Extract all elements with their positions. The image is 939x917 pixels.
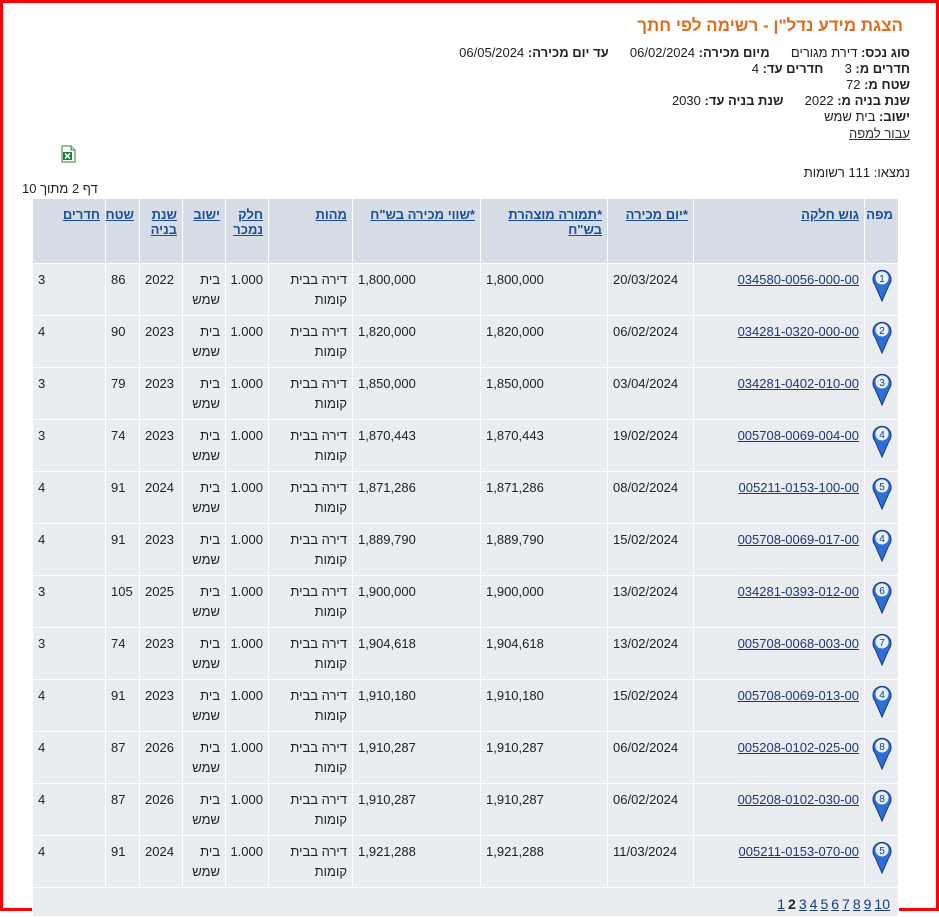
- city-cell: בית שמש: [183, 472, 226, 524]
- results-count: נמצאו: 111 רשומות: [803, 165, 910, 180]
- gush-cell: [694, 784, 865, 836]
- header-map: מפה: [865, 199, 899, 264]
- part-cell: 1.000: [226, 836, 269, 888]
- gush-cell: [694, 264, 865, 316]
- rooms-cell: 4: [33, 784, 106, 836]
- map-pin-icon[interactable]: [872, 840, 892, 874]
- gush-cell: [694, 732, 865, 784]
- map-pin-icon[interactable]: [872, 788, 892, 822]
- declared-cell: 1,850,000: [481, 368, 608, 420]
- pin-number: 8: [878, 794, 885, 805]
- declared-cell: 1,910,287: [481, 784, 608, 836]
- value-cell: 1,889,790: [353, 524, 481, 576]
- sort-part-link[interactable]: חלק נמכר: [233, 207, 263, 237]
- nature-cell: דירה בבית קומות: [269, 368, 353, 420]
- nature-cell: דירה בבית קומות: [269, 264, 353, 316]
- declared-cell: 1,800,000: [481, 264, 608, 316]
- declared-cell: 1,870,443: [481, 420, 608, 472]
- table-row: [33, 316, 899, 368]
- date-cell: 06/02/2024: [608, 784, 694, 836]
- pin-number: 5: [878, 482, 885, 493]
- nature-cell: דירה בבית קומות: [269, 316, 353, 368]
- value-cell: 1,910,287: [353, 732, 481, 784]
- gush-link[interactable]: 005208-0102-025-00: [737, 740, 859, 755]
- map-pin-cell: [865, 368, 899, 420]
- date-cell: 13/02/2024: [608, 576, 694, 628]
- map-pin-cell: [865, 732, 899, 784]
- criteria-label: סוג נכס:: [860, 45, 910, 60]
- criteria-value: 2022: [804, 93, 834, 108]
- map-pin-cell: [865, 420, 899, 472]
- table-row: [33, 628, 899, 680]
- criteria-label: שטח מ:: [864, 77, 910, 92]
- pin-number: 8: [878, 742, 885, 753]
- gush-link[interactable]: 005708-0069-004-00: [737, 428, 859, 443]
- pin-number: 7: [878, 638, 885, 649]
- area-cell: 74: [106, 420, 140, 472]
- nature-cell: דירה בבית קומות: [269, 576, 353, 628]
- map-pin-cell: [865, 836, 899, 888]
- area-cell: 91: [106, 680, 140, 732]
- city-cell: בית שמש: [183, 732, 226, 784]
- declared-cell: 1,904,618: [481, 628, 608, 680]
- part-cell: 1.000: [226, 368, 269, 420]
- area-cell: 79: [106, 368, 140, 420]
- map-pin-icon[interactable]: [872, 684, 892, 718]
- header-year: [140, 199, 183, 264]
- sort-declared-link[interactable]: *תמורה מוצהרת בש"ח: [508, 207, 602, 237]
- rooms-cell: 4: [33, 316, 106, 368]
- criteria-value: 72: [846, 77, 861, 92]
- date-cell: 20/03/2024: [608, 264, 694, 316]
- map-pin-cell: [865, 576, 899, 628]
- nature-cell: דירה בבית קומות: [269, 732, 353, 784]
- page-link[interactable]: 8: [852, 896, 861, 912]
- sort-date-link[interactable]: *יום מכירה: [625, 207, 688, 222]
- area-cell: 91: [106, 836, 140, 888]
- criteria-value: 06/02/2024: [629, 45, 695, 60]
- declared-cell: 1,910,180: [481, 680, 608, 732]
- criteria-row-city: [459, 109, 910, 125]
- gush-link[interactable]: 005211-0153-070-00: [738, 844, 859, 859]
- rooms-cell: 4: [33, 732, 106, 784]
- date-cell: 15/02/2024: [608, 680, 694, 732]
- gush-cell: [694, 420, 865, 472]
- criteria-row-area: [459, 77, 910, 93]
- year-cell: 2023: [140, 368, 183, 420]
- area-cell: 87: [106, 732, 140, 784]
- map-pin-cell: [865, 472, 899, 524]
- gush-link[interactable]: 005708-0068-003-00: [737, 636, 859, 651]
- area-cell: 90: [106, 316, 140, 368]
- pin-number: 5: [878, 846, 885, 857]
- area-cell: 91: [106, 472, 140, 524]
- map-pin-cell: [865, 680, 899, 732]
- gush-cell: [694, 524, 865, 576]
- pin-number: 1: [878, 274, 885, 285]
- map-pin-icon[interactable]: [872, 580, 892, 614]
- date-cell: 19/02/2024: [608, 420, 694, 472]
- header-rooms: [33, 199, 106, 264]
- value-cell: 1,910,287: [353, 784, 481, 836]
- rooms-cell: 3: [33, 420, 106, 472]
- date-cell: 06/02/2024: [608, 732, 694, 784]
- gush-link[interactable]: 005211-0153-100-00: [738, 480, 859, 495]
- sort-rooms-link[interactable]: חדרים: [62, 207, 100, 222]
- criteria-row-year: [459, 93, 910, 109]
- date-cell: 13/02/2024: [608, 628, 694, 680]
- criteria-value: בית שמש: [824, 109, 876, 124]
- table-row: [33, 784, 899, 836]
- year-cell: 2026: [140, 784, 183, 836]
- area-cell: 105: [106, 576, 140, 628]
- city-cell: בית שמש: [183, 784, 226, 836]
- page-link[interactable]: 6: [831, 896, 840, 912]
- part-cell: 1.000: [226, 732, 269, 784]
- date-cell: 06/02/2024: [608, 316, 694, 368]
- part-cell: 1.000: [226, 316, 269, 368]
- value-cell: 1,904,618: [353, 628, 481, 680]
- criteria-label: שנת בניה מ:: [837, 93, 910, 108]
- criteria-label: חדרים מ:: [855, 61, 910, 76]
- table-row: [33, 732, 899, 784]
- criteria-label: מיום מכירה:: [698, 45, 770, 60]
- rooms-cell: 4: [33, 472, 106, 524]
- table-row: [33, 420, 899, 472]
- sort-city-link[interactable]: ישוב: [193, 207, 220, 222]
- criteria-label: שנת בניה עד:: [704, 93, 784, 108]
- map-pin-icon[interactable]: [872, 424, 892, 458]
- part-cell: 1.000: [226, 420, 269, 472]
- rooms-cell: 3: [33, 264, 106, 316]
- sort-area-link[interactable]: שטח: [105, 207, 134, 222]
- page-link[interactable]: 5: [820, 896, 829, 912]
- pin-number: 6: [878, 586, 885, 597]
- pin-number: 3: [878, 378, 885, 389]
- map-pin-icon[interactable]: [872, 320, 892, 354]
- sort-year-link[interactable]: שנת בניה: [150, 207, 177, 237]
- year-cell: 2023: [140, 524, 183, 576]
- map-pin-cell: [865, 784, 899, 836]
- value-cell: 1,820,000: [353, 316, 481, 368]
- year-cell: 2022: [140, 264, 183, 316]
- year-cell: 2023: [140, 628, 183, 680]
- area-cell: 74: [106, 628, 140, 680]
- page-title: הצגת מידע נדל"ן - רשימה לפי חתך: [637, 16, 903, 35]
- header-gush: [694, 199, 865, 264]
- nature-cell: דירה בבית קומות: [269, 628, 353, 680]
- nature-cell: דירה בבית קומות: [269, 836, 353, 888]
- criteria-row-rooms: [459, 61, 910, 77]
- rooms-cell: 3: [33, 576, 106, 628]
- gush-cell: [694, 368, 865, 420]
- table-row: [33, 680, 899, 732]
- declared-cell: 1,900,000: [481, 576, 608, 628]
- year-cell: 2023: [140, 420, 183, 472]
- table-row: [33, 368, 899, 420]
- header-nature: [269, 199, 353, 264]
- rooms-cell: 4: [33, 836, 106, 888]
- city-cell: בית שמש: [183, 420, 226, 472]
- part-cell: 1.000: [226, 576, 269, 628]
- city-cell: בית שמש: [183, 524, 226, 576]
- pagination: [33, 888, 898, 914]
- nature-cell: דירה בבית קומות: [269, 524, 353, 576]
- date-cell: 03/04/2024: [608, 368, 694, 420]
- pin-number: 4: [878, 430, 885, 441]
- part-cell: 1.000: [226, 784, 269, 836]
- header-area: [106, 199, 140, 264]
- nature-cell: דירה בבית קומות: [269, 472, 353, 524]
- sort-value-link[interactable]: *שווי מכירה בש"ח: [370, 207, 475, 222]
- city-cell: בית שמש: [183, 316, 226, 368]
- criteria-value: 2030: [671, 93, 701, 108]
- gush-cell: [694, 316, 865, 368]
- gush-cell: [694, 680, 865, 732]
- page-indicator: דף 2 מתוך 10: [22, 181, 98, 196]
- map-pin-icon[interactable]: [872, 372, 892, 406]
- area-cell: 87: [106, 784, 140, 836]
- part-cell: 1.000: [226, 680, 269, 732]
- map-pin-cell: [865, 524, 899, 576]
- table-header-row: [33, 199, 899, 264]
- gush-cell: [694, 576, 865, 628]
- rooms-cell: 3: [33, 628, 106, 680]
- header-value: [353, 199, 481, 264]
- search-criteria: [459, 45, 910, 125]
- city-cell: בית שמש: [183, 368, 226, 420]
- sort-nature-link[interactable]: מהות: [315, 207, 347, 222]
- declared-cell: 1,910,287: [481, 732, 608, 784]
- pager-cell: [33, 888, 899, 917]
- criteria-label: ישוב:: [879, 109, 910, 124]
- criteria-value: 3: [844, 61, 852, 76]
- map-pin-icon[interactable]: [872, 476, 892, 510]
- pin-number: 2: [878, 326, 885, 337]
- current-page: 2: [788, 896, 796, 912]
- city-cell: בית שמש: [183, 576, 226, 628]
- page-link[interactable]: 4: [809, 896, 818, 912]
- year-cell: 2023: [140, 316, 183, 368]
- year-cell: 2025: [140, 576, 183, 628]
- area-cell: 91: [106, 524, 140, 576]
- value-cell: 1,871,286: [353, 472, 481, 524]
- go-to-map-link[interactable]: עבור למפה: [848, 126, 910, 141]
- table-row: [33, 264, 899, 316]
- gush-link[interactable]: 034281-0402-010-00: [737, 376, 859, 391]
- year-cell: 2024: [140, 836, 183, 888]
- gush-link[interactable]: 034281-0320-000-00: [737, 324, 859, 339]
- map-pin-cell: [865, 264, 899, 316]
- rooms-cell: 4: [33, 524, 106, 576]
- city-cell: בית שמש: [183, 836, 226, 888]
- pin-number: 4: [878, 534, 885, 545]
- nature-cell: דירה בבית קומות: [269, 420, 353, 472]
- nature-cell: דירה בבית קומות: [269, 784, 353, 836]
- gush-link[interactable]: 034281-0393-012-00: [737, 584, 859, 599]
- year-cell: 2023: [140, 680, 183, 732]
- criteria-value: 06/05/2024: [459, 45, 525, 60]
- rooms-cell: 4: [33, 680, 106, 732]
- map-pin-icon[interactable]: [872, 268, 892, 302]
- table-row: [33, 472, 899, 524]
- city-cell: בית שמש: [183, 680, 226, 732]
- table-row: [33, 576, 899, 628]
- criteria-value: 4: [751, 61, 759, 76]
- declared-cell: 1,871,286: [481, 472, 608, 524]
- header-declared: [481, 199, 608, 264]
- page-link[interactable]: 3: [798, 896, 807, 912]
- header-part: [226, 199, 269, 264]
- page-link[interactable]: 9: [863, 896, 872, 912]
- area-cell: 86: [106, 264, 140, 316]
- table-row: [33, 524, 899, 576]
- table-row: [33, 836, 899, 888]
- value-cell: 1,870,443: [353, 420, 481, 472]
- value-cell: 1,850,000: [353, 368, 481, 420]
- year-cell: 2026: [140, 732, 183, 784]
- part-cell: 1.000: [226, 524, 269, 576]
- gush-cell: [694, 472, 865, 524]
- gush-link[interactable]: 005708-0069-017-00: [737, 532, 859, 547]
- criteria-label: חדרים עד:: [762, 61, 824, 76]
- criteria-value: דירת מגורים: [790, 45, 858, 60]
- city-cell: בית שמש: [183, 628, 226, 680]
- results-table: [32, 198, 899, 917]
- date-cell: 08/02/2024: [608, 472, 694, 524]
- part-cell: 1.000: [226, 264, 269, 316]
- map-pin-cell: [865, 316, 899, 368]
- header-city: [183, 199, 226, 264]
- part-cell: 1.000: [226, 472, 269, 524]
- criteria-label: עד יום מכירה:: [527, 45, 609, 60]
- pin-number: 4: [878, 690, 885, 701]
- value-cell: 1,900,000: [353, 576, 481, 628]
- declared-cell: 1,921,288: [481, 836, 608, 888]
- declared-cell: 1,889,790: [481, 524, 608, 576]
- map-pin-icon[interactable]: [872, 736, 892, 770]
- pager-row: [33, 888, 899, 917]
- nature-cell: דירה בבית קומות: [269, 680, 353, 732]
- sort-gush-link[interactable]: גוש חלקה: [801, 207, 859, 222]
- gush-link[interactable]: 005208-0102-030-00: [737, 792, 859, 807]
- gush-cell: [694, 836, 865, 888]
- date-cell: 15/02/2024: [608, 524, 694, 576]
- map-pin-icon[interactable]: [872, 632, 892, 666]
- excel-export-icon[interactable]: [60, 145, 76, 163]
- rooms-cell: 3: [33, 368, 106, 420]
- value-cell: 1,800,000: [353, 264, 481, 316]
- results-table-container: [33, 198, 899, 917]
- map-pin-cell: [865, 628, 899, 680]
- map-pin-icon[interactable]: [872, 528, 892, 562]
- page-link[interactable]: 1: [777, 896, 786, 912]
- value-cell: 1,921,288: [353, 836, 481, 888]
- page-link[interactable]: 10: [874, 896, 890, 912]
- gush-link[interactable]: 005708-0069-013-00: [737, 688, 859, 703]
- city-cell: בית שמש: [183, 264, 226, 316]
- criteria-row-property: [459, 45, 910, 61]
- value-cell: 1,910,180: [353, 680, 481, 732]
- header-date: [608, 199, 694, 264]
- page-link[interactable]: 7: [842, 896, 850, 912]
- gush-link[interactable]: 034580-0056-000-00: [737, 272, 859, 287]
- date-cell: 11/03/2024: [608, 836, 694, 888]
- gush-cell: [694, 628, 865, 680]
- part-cell: 1.000: [226, 628, 269, 680]
- year-cell: 2024: [140, 472, 183, 524]
- declared-cell: 1,820,000: [481, 316, 608, 368]
